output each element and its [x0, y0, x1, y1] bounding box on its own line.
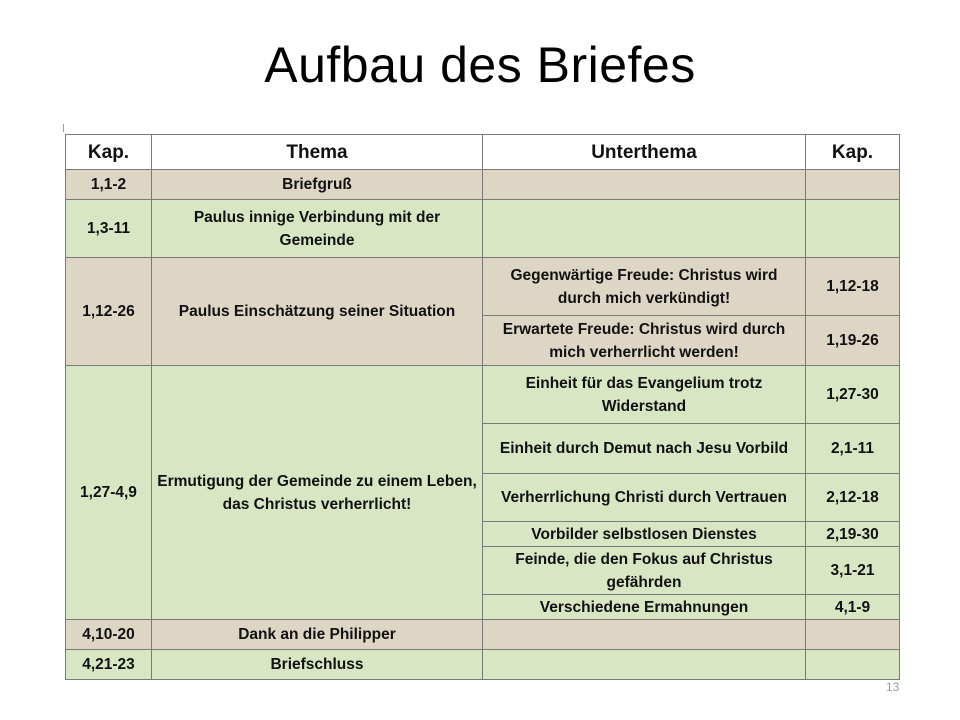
subtopic-text: Verherrlichung Christi durch Vertrauen: [483, 474, 806, 522]
section-kap: 4,21-23: [66, 650, 152, 680]
subtopic-kap: 1,27-30: [806, 366, 900, 424]
table-row: [66, 258, 900, 316]
section-thema: Dank an die Philipper: [152, 620, 483, 650]
subtopic-kap: 2,19-30: [806, 522, 900, 547]
subtopic-text: Gegenwärtige Freude: Christus wird durch mich verkündigt!: [483, 258, 806, 316]
subtopic-kap: 1,19-26: [806, 316, 900, 366]
header-kap-left: Kap.: [66, 135, 152, 170]
section-kap: 4,10-20: [66, 620, 152, 650]
slide-edge-mark: [63, 124, 64, 132]
subtopic-kap-empty: [806, 170, 900, 200]
page-number: 13: [886, 680, 900, 694]
slide-title: Aufbau des Briefes: [264, 37, 696, 93]
letter-structure-table: [65, 134, 900, 680]
subtopic-empty: [483, 650, 806, 680]
subtopic-kap: 3,1-21: [806, 547, 900, 595]
section-thema: Ermutigung der Gemeinde zu einem Leben, das Christus verherrlicht!: [152, 366, 483, 620]
section-kap: 1,1-2: [66, 170, 152, 200]
table-row: [66, 200, 900, 258]
subtopic-text: Feinde, die den Fokus auf Christus gefährden: [483, 547, 806, 595]
subtopic-kap-empty: [806, 200, 900, 258]
section-kap: 1,27-4,9: [66, 366, 152, 620]
subtopic-kap: 2,12-18: [806, 474, 900, 522]
header-row: [66, 135, 900, 170]
subtopic-kap: 4,1-9: [806, 595, 900, 620]
header-thema: Thema: [152, 135, 483, 170]
header-kap-right: Kap.: [806, 135, 900, 170]
table-row: [66, 620, 900, 650]
subtopic-text: Einheit für das Evangelium trotz Widerstand: [483, 366, 806, 424]
subtopic-text: Erwartete Freude: Christus wird durch mich verherrlicht werden!: [483, 316, 806, 366]
header-unterthema: Unterthema: [483, 135, 806, 170]
section-thema: Paulus Einschätzung seiner Situation: [152, 258, 483, 366]
table-row: [66, 170, 900, 200]
section-thema: Briefschluss: [152, 650, 483, 680]
section-thema: Paulus innige Verbindung mit der Gemeinde: [152, 200, 483, 258]
subtopic-kap: 1,12-18: [806, 258, 900, 316]
subtopic-kap-empty: [806, 620, 900, 650]
subtopic-text: Einheit durch Demut nach Jesu Vorbild: [483, 424, 806, 474]
subtopic-text: Verschiedene Ermahnungen: [483, 595, 806, 620]
section-kap: 1,3-11: [66, 200, 152, 258]
subtopic-kap: 2,1-11: [806, 424, 900, 474]
subtopic-text: Vorbilder selbstlosen Dienstes: [483, 522, 806, 547]
section-kap: 1,12-26: [66, 258, 152, 366]
table-row: [66, 366, 900, 424]
section-thema: Briefgruß: [152, 170, 483, 200]
subtopic-empty: [483, 170, 806, 200]
table-row: [66, 650, 900, 680]
subtopic-empty: [483, 620, 806, 650]
subtopic-kap-empty: [806, 650, 900, 680]
subtopic-empty: [483, 200, 806, 258]
